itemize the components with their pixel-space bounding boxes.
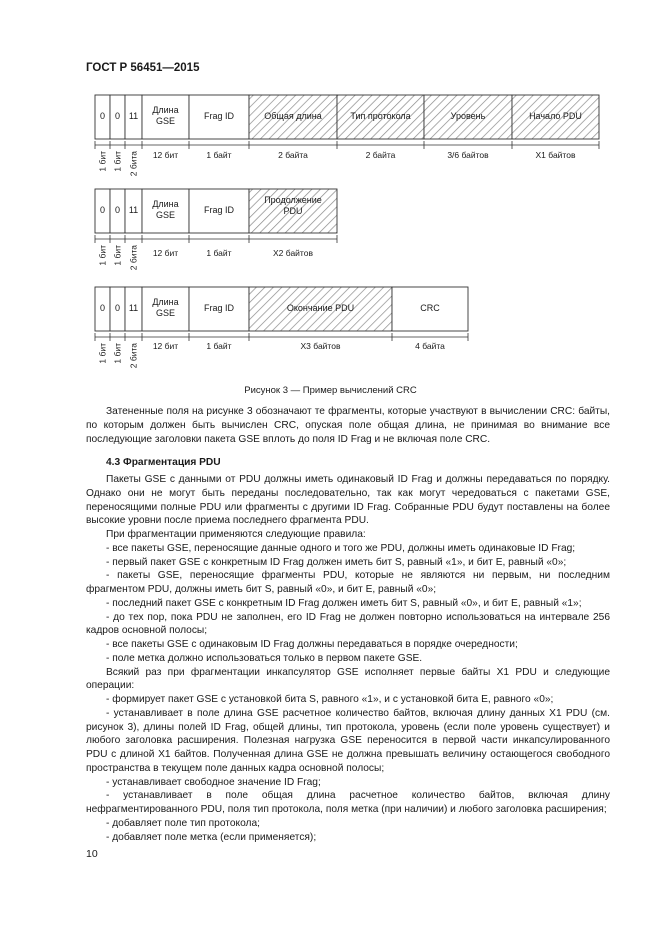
size-label: X2 байтов [273,248,313,258]
list-item: - добавляет поле тип протокола; [106,817,260,829]
field-label: 0 [99,111,106,121]
size-label: 2 бита [128,151,139,177]
list-item: - пакеты GSE, переносящие фрагменты PDU, которые не являются ни первым, ни последним фрагментом PDU, должны иметь бит S, равный «0», и бит E, равный «0»; [86,570,610,595]
paragraph: При фрагментации применяются следующие правила: [106,529,366,540]
list-item: - последний пакет GSE с конкретным ID Frag должен иметь бит S, равный «0», и бит E, равный «1»; [106,597,582,609]
list-item: - устанавливает свободное значение ID Frag; [106,776,321,788]
list-item: - поле метка должно использоваться только в первом пакете GSE. [106,652,423,664]
field-label: 11 [128,111,139,121]
size-label: 2 бита [128,245,139,271]
size-label: 12 бит [152,150,179,160]
size-label: 1 бит [112,343,123,364]
size-label: 1 бит [97,245,108,266]
field-label: Frag ID [203,205,235,215]
size-label: 1 байт [206,341,232,351]
page-number: 10 [86,848,98,860]
field-label: Тип протокола [350,111,411,121]
size-label: 12 бит [152,248,179,258]
field-label: Frag ID [203,111,235,121]
size-label: X3 байтов [300,341,341,351]
size-label: 12 бит [152,341,179,351]
size-label: 2 байта [278,150,308,160]
size-label: 1 байт [206,248,232,258]
field-label: Длина GSE [152,199,179,220]
size-label: 1 бит [112,245,123,266]
section-heading: 4.3 Фрагментация PDU [106,457,221,469]
field-label: 0 [114,111,121,121]
field-label: Окончание PDU [286,303,355,313]
document-header: ГОСТ Р 56451—2015 [86,62,200,74]
list-item: - первый пакет GSE с конкретным ID Frag должен иметь бит S, равный «1», и бит E, равный «0»; [106,556,567,568]
list-item: - до тех пор, пока PDU не заполнен, его ID Frag не должен повторно использоваться на интервале 256 кадров основной полосы; [86,611,610,637]
field-label: Начало PDU [529,111,582,121]
list-item: - все пакеты GSE с одинаковым ID Frag должны передаваться в порядке очередности; [106,639,518,650]
field-label: 11 [128,205,139,215]
body-text [86,405,610,844]
field-label: Frag ID [203,303,235,313]
size-label: 1 бит [97,343,108,364]
frame-row1 [95,95,599,176]
field-label: 0 [99,205,106,215]
field-label: Уровень [450,111,486,121]
size-label: 4 байта [415,341,445,351]
field-label: Длина GSE [152,105,179,126]
field-label: Продолжение PDU [264,195,322,216]
frame-row2 [95,189,337,270]
figure-caption: Рисунок 3 — Пример вычислений CRC [244,385,417,396]
paragraph: Пакеты GSE с данными от PDU должны иметь одинаковый ID Frag и должны передаваться по порядку. Однако они не могут быть переданы последовательно, так как могут чередоваться с пакетами GSE, переносящими полные PDU или фрагменты с другими ID Frag. Собранные PDU будут поставлены на более высокие уровни после приема последнего фрагмента PDU. [86,474,610,527]
list-item: - все пакеты GSE, переносящие данные одного и того же PDU, должны иметь одинаковые ID Frag; [106,542,576,554]
size-label: 1 байт [206,150,232,160]
field-label: Длина GSE [152,297,179,318]
field-label: 0 [114,205,121,215]
size-label: 2 байта [365,150,396,160]
list-item: - формирует пакет GSE с установкой бита S, равного «1», и с установкой бита E, равного «0»; [106,694,554,705]
list-item: - добавляет поле метка (если применяется); [106,831,317,843]
size-label: 2 бита [128,343,139,369]
field-label: 0 [114,303,121,313]
paragraph: Всякий раз при фрагментации инкапсулятор GSE исполняет первые байты X1 PDU и следующие операции: [86,666,610,692]
size-label: 1 бит [112,151,123,172]
crc-diagram [0,0,661,380]
size-label: 1 бит [97,151,108,172]
field-label: CRC [420,303,440,313]
field-label: 0 [99,303,106,313]
field-label: Общая длина [264,111,322,121]
list-item: - устанавливает в поле общая длина расчетное количество байтов, включая длину нефрагментированного PDU, поля тип протокола, поля метка (при наличии) и любого заголовка расширения; [86,790,610,815]
frame-row3 [95,287,468,368]
size-label: X1 байтов [535,150,576,160]
paragraph: Затененные поля на рисунке 3 обозначают те фрагменты, которые участвуют в вычислении CRC: байты, по которым должен быть вычислен CRC, опуская поле общая длина, не принимая во внимание все последующие заголовки пакета GSE вплоть до поля ID Frag и не включая поле CRC. [86,406,610,445]
size-label: 3/6 байтов [447,150,489,160]
list-item: - устанавливает в поле длина GSE расчетное количество байтов, включая длину данных X1 PDU (см. рисунок 3), длины полей ID Frag, общей длины, тип протокола, уровень (если поле уровень существует) и любого заголовка расширения. Полезная нагрузка GSE переносится в первой части инкапсулированного PDU с длиной X1 байтов. Полученная длина GSE не должна превышать величину остающегося свободного пространства в текущем поле данных кадра основной полосы; [86,707,610,774]
field-label: 11 [128,303,139,313]
